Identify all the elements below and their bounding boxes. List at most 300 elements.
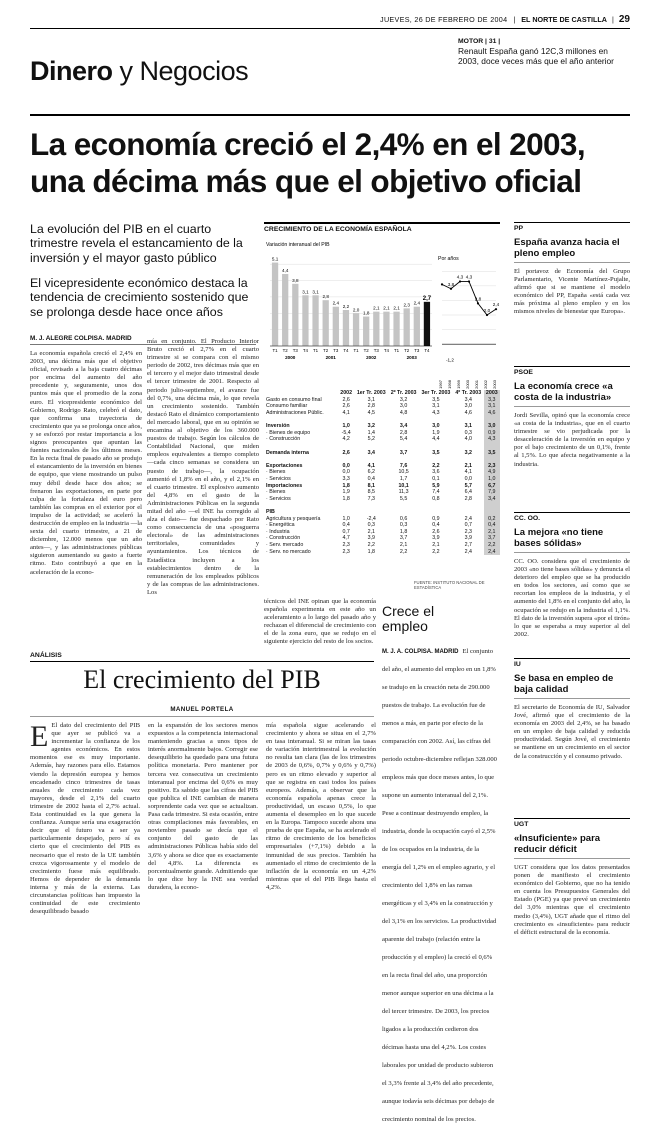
table-cell: 1,0	[484, 476, 500, 483]
chart-left-tick-label: T4	[302, 348, 308, 353]
table-cell	[354, 509, 388, 516]
chart-right-point	[486, 314, 488, 316]
table-cell: 4,6	[464, 410, 472, 417]
table-row-label: · Serv. mercado	[266, 541, 304, 548]
chart-right-point	[450, 288, 452, 290]
table-row-label: Exportaciones	[266, 462, 303, 469]
table-cell: 7,9	[484, 489, 500, 496]
table-cell	[419, 443, 453, 450]
table-cell: 5,2	[367, 436, 375, 443]
table-cell: 2,6	[432, 528, 440, 535]
sidebar-item-text: El secretario de Economía de IU, Salvador Jové, afirmó que el crecimiento de la economía en 2003 del 2,4%, se ha basado en un empleo de baja calidad y reducida productividad. Según Jové, el crecimiento se mantiene en un crecimiento en el sector de la construcción y el consumo privado.	[514, 704, 630, 760]
table-row	[264, 456, 500, 463]
table-cell: 0,4	[432, 522, 440, 529]
table-cell: 2,6	[342, 396, 350, 403]
table-cell: 3,4	[484, 496, 500, 503]
table-cell: 2,3	[484, 463, 500, 470]
sidebar-item-label: PP	[514, 225, 524, 232]
table-cell: 3,7	[484, 535, 500, 542]
headline	[30, 126, 630, 200]
chart-right-point-label: 4,3	[465, 274, 473, 280]
table-cell: 1,9	[432, 429, 440, 436]
chart-left-bar-label: 2,4	[413, 300, 421, 306]
sidebar-item-heading: España avanza hacia el pleno empleo	[514, 237, 630, 263]
table-header-cell: 3er Tr. 2003	[421, 390, 451, 397]
table-cell: 0,2	[484, 515, 500, 522]
analysis-column-1-text: El dato del crecimiento del PIB que ayer se publicó va a incrementar la confianza de los agentes económicos. En estos momentos ese es muy importante. Además, hay razones para ello. Estamos viendo la depresión europea y hemos encadenado cinco trimestres de tasas anuales de crecimiento cada vez mayores, desde el 2,1% del cuarto trimestre de 2002 hasta el 2,7% actual. Esta continuidad es la que genera la confianza. Aunque sería una exageración decir que el futuro va a ser ya particularmente despejado, pero sí es cierto que el crecimiento del PIB es necesario que el resto de la UE también crezca vigorosamente y el modelo de crecimiento fuese más equilibrado. Hemos de depender de la demanda interna y más de la externa. Las circunstancias políticas han impuesto la continuidad de este crecimiento desequilibrado basado	[30, 722, 140, 916]
analysis-column-1	[30, 722, 140, 962]
table-cell: 7,6	[399, 462, 408, 469]
table-row	[264, 489, 500, 496]
table-cell	[453, 443, 484, 450]
table-cell: 10,1	[398, 482, 409, 489]
chart-left-tick-label: T4	[383, 348, 389, 353]
table-header-cell: 1er Tr. 2003	[356, 390, 386, 397]
table-row-label: · Bienes de equipo	[266, 429, 311, 436]
chart-right-point	[468, 280, 470, 282]
table-cell: 2,3	[464, 528, 472, 535]
motor-teaser	[458, 38, 630, 66]
sidebar-item-text: Jordi Sevilla, opinó que la economía crece «a costa de la industria», que en el cuarto trimestre se vio perjudicada por la desaceleración de la inversión en equipo y por el bajo crecimiento de un 0,1%, frente al 1,5%. Lo que afecta negativamente a la industria.	[514, 412, 630, 468]
table-cell: 4,5	[367, 410, 375, 417]
chart-left-tick-label: T3	[414, 348, 420, 353]
table-row	[264, 502, 500, 509]
chart-left-bar-label: 5,1	[271, 256, 279, 262]
table-cell: 2,4	[464, 548, 472, 555]
table-cell: 2,8	[367, 403, 375, 410]
table-cell: 7,3	[367, 495, 375, 502]
table-cell: 3,0	[432, 423, 440, 430]
table-source: FUENTE: INSTITUTO NACIONAL DE ESTADÍSTICA	[414, 580, 485, 590]
chart-left-year-label: 2000	[285, 355, 296, 360]
section-title-bold: Dinero	[30, 56, 113, 86]
chart-left-tick-label: T1	[272, 348, 278, 353]
chart-box	[264, 222, 500, 588]
table-cell: 6,4	[464, 489, 472, 496]
chart-left-bar	[353, 313, 359, 346]
table-row	[264, 528, 500, 535]
table-cell: 1,0	[342, 423, 350, 430]
chart-left-bar	[312, 295, 318, 346]
chart-left-tick-label: T2	[323, 348, 329, 353]
table-cell	[388, 509, 419, 516]
table-row	[264, 436, 500, 443]
table-row	[264, 522, 500, 529]
table-cell	[354, 456, 388, 463]
table-row-label: · Construcción	[266, 436, 301, 443]
table-cell: 7,4	[432, 489, 440, 496]
table-row	[264, 548, 500, 555]
table-cell: 2,4	[464, 515, 472, 522]
table-cell: 11,3	[398, 489, 409, 496]
table-row	[264, 423, 500, 430]
table-cell: 0,4	[484, 522, 500, 529]
sidebar-item-label: PSOE	[514, 369, 533, 376]
table-cell: 3,7	[399, 535, 408, 542]
table-cell: 4,6	[484, 410, 500, 417]
table-row-label: Inversión	[266, 423, 290, 430]
table-cell: 2,2	[432, 548, 440, 555]
stats-table-wrap	[264, 390, 500, 555]
table-row-label	[264, 443, 338, 450]
deck-primary: La evolución del PIB en el cuarto trimestre revela el estancamiento de la inversión y el mayor gasto público	[30, 222, 243, 265]
table-row-label: Administraciones Públic.	[266, 410, 324, 417]
page-header: JUEVES, 26 DE FEBRERO DE 2004 | EL NORTE DE CASTILLA | 29	[380, 14, 630, 25]
table-cell: -5,4	[341, 429, 351, 436]
chart-left-bar-label: 2,1	[373, 305, 380, 311]
sidebar-item-text: El portavoz de Economía del Grupo Parlamentario, Vicente Martínez-Pujalte, afirmó que si se mantiene el modelo económico del PP, España «está cada vez más próxima al pleno empleo y en los mismos niveles de bienestar que Europa».	[514, 268, 630, 316]
table-cell	[388, 443, 419, 450]
table-cell: 4,3	[432, 410, 440, 417]
table-header-cell: 4º Tr. 2003	[455, 390, 482, 397]
sidebar-item	[514, 366, 630, 507]
chart-svg	[264, 238, 500, 388]
table-cell: 5,7	[464, 482, 472, 489]
empleo-body: El conjunto del año, el aumento del empleo en un 1,8% se tradujo en la creación neta de 290.000 puestos de trabajo. La evolución fue de menos a más, en parte por efecto de la comparación con 2002. Así, las cifras del periodo octubre-diciembre reflejan 328.000 empleos más que doce meses antes, lo que supone un aumento interanual del 2,1%. Pese a continuar destruyendo empleo, la industria, donde la ocupación cayó el 2,5% de los ocupados en la industria, de la energía del 1,2% en el empleo agrario, y el crecimiento del 1,8% en las ramas energéticas y el 3,4% en la construcción y del 3,1% en los servicios. La productividad aparente del trabajo (relación entre la producción y el empleo) la creció el 0,6% en la recta final del año, una proporción menor aunque superior en una décima a la del tercer trimestre. De 2003, los precios ligados a la producción cedieron dos décimas hasta una del 4,2%. Los costes laborales por unidad de producto subieron el 3,3% frente al 3,4% del año precedente, aunque todavía seis décimas por debajo de crecimiento nominal de los precios.	[382, 648, 497, 1123]
header-paper: EL NORTE DE CASTILLA	[521, 15, 607, 24]
table-row	[264, 515, 500, 522]
table-row-label	[264, 456, 338, 463]
chart-left-bar-label: 2,3	[403, 302, 410, 308]
table-row-label: Demanda interna	[266, 449, 309, 456]
chart-right-point	[459, 280, 461, 282]
table-cell: 1,4	[367, 429, 375, 436]
chart-left-bar	[302, 295, 308, 346]
chart-right-point-label: 4,3	[456, 274, 464, 280]
table-cell: 4,0	[464, 436, 472, 443]
chart-left-tick-label: T1	[313, 348, 319, 353]
chart-right-tick-label: 1997	[438, 380, 443, 389]
analysis-dropcap: E	[30, 720, 49, 753]
table-row	[264, 482, 500, 489]
chart-left-bar	[343, 310, 349, 346]
sidebar-item-text: UGT considera que los datos presentados ponen de manifiesto el crecimiento económico del Gobierno, que no ha tenido en cuenta los Presupuestos Generales del Estado (PGE) ya que prevé un crecimiento del 3,0% mientras que el crecimiento medio (3,4%), UGT añade que el ritmo del crecimiento es «insuficiente» para reducir el déficit estructural de la economía.	[514, 864, 630, 936]
table-cell: 8,5	[367, 489, 375, 496]
chart-title: CRECIMIENTO DE LA ECONOMÍA ESPAÑOLA	[264, 226, 412, 233]
table-cell: 2,8	[399, 429, 408, 436]
empleo-byline: M. J. A. COLPISA. MADRID	[382, 649, 459, 655]
table-cell: 10,5	[398, 469, 409, 476]
chart-left-bar-label: 3,1	[312, 289, 319, 295]
table-row	[264, 476, 500, 483]
table-cell	[453, 502, 484, 509]
section-rule	[30, 114, 630, 116]
chart-left-tick-label: T4	[343, 348, 349, 353]
table-cell: 4,1	[367, 462, 375, 469]
table-cell: 3,5	[432, 396, 440, 403]
analysis-column-2: en la expansión de los sectores menos expuestos a la competencia internacional manteniendo gracias a unos tipos de interés anormalmente bajos. Corregir ese desequilibrio ha quedado para una futura política monetaria. Pero mantener por tercera vez consecutiva un crecimiento interanual por encima del 0,6% es muy positivo. Es sabido que las cifras del PIB que publica el INE cambian de manera sorprendente cada vez que se actualizan. Pasa cada trimestre. Si esta ocasión, entre otras compilaciones más favorables, en noviembre pasado se decía que el conjunto del gasto de las administraciones Públicas había sido del 3,6% y ahora se dice que es exactamente del 4,8%. La diferencia es porcentualmente grande. Admitiendo que lo que dice hoy la INE sea verdad duradera, la econo-	[148, 722, 258, 891]
table-cell	[453, 456, 484, 463]
table-cell: 1,8	[342, 495, 350, 502]
table-cell	[453, 509, 484, 516]
table-cell: 4,4	[432, 436, 440, 443]
table-row	[264, 430, 500, 437]
table-row-label	[264, 416, 338, 423]
table-cell: 3,7	[399, 449, 408, 456]
table-row	[264, 463, 500, 470]
table-row-label: · Servicios	[266, 495, 291, 502]
table-cell: 3,3	[342, 476, 350, 483]
table-row-label: · Bienes	[266, 489, 286, 496]
table-cell: 1,9	[342, 489, 350, 496]
chart-right-tick-label: 2003	[492, 380, 497, 389]
table-cell: 2,2	[432, 462, 440, 469]
header-page-number: 29	[618, 14, 630, 25]
chart-left-bar-label: 2,1	[383, 305, 390, 311]
table-cell	[338, 502, 354, 509]
chart-right-lower-label: -1,2	[446, 357, 454, 363]
chart-left-bar-label: 1,8	[362, 310, 370, 316]
table-cell	[338, 416, 354, 423]
table-cell: 3,2	[464, 449, 472, 456]
table-header-cell: 2002	[340, 390, 353, 397]
table-cell	[484, 443, 500, 450]
table-cell: 1,8	[399, 528, 408, 535]
table-cell	[388, 416, 419, 423]
chart-left-bar	[383, 312, 389, 346]
chart-left-subtitle: Variación interanual del PIB	[266, 242, 330, 248]
table-cell: 4,3	[484, 436, 500, 443]
table-cell: 1,0	[342, 515, 350, 522]
sidebar-item-label: CC. OO.	[514, 515, 541, 522]
chart-right-point	[477, 302, 479, 304]
table-cell: 2,3	[342, 541, 350, 548]
table-cell: 2,6	[342, 403, 350, 410]
sidebar-item-label: IU	[514, 661, 521, 668]
table-cell: 4,1	[342, 410, 350, 417]
chart-left-bar	[323, 300, 329, 346]
table-cell: 6,2	[367, 469, 375, 476]
deck-secondary: El vicepresidente económico destaca la tendencia de crecimiento sostenido que se prolonga desde hace once años	[30, 276, 249, 319]
table-cell	[338, 509, 354, 516]
table-cell: 4,2	[342, 436, 350, 443]
sidebar-item-heading: Se basa en empleo de baja calidad	[514, 673, 630, 699]
table-cell: 1,8	[342, 482, 350, 489]
table-cell: 5,4	[399, 436, 408, 443]
chart-right-point-label: 3,8	[447, 281, 455, 287]
table-row	[264, 535, 500, 542]
table-cell: 2,1	[432, 541, 440, 548]
table-cell: 0,7	[464, 522, 472, 529]
table-cell: 3,9	[464, 535, 472, 542]
chart-right-tick-label: 2000	[465, 380, 470, 389]
chart-right-subtitle: Por años	[438, 256, 459, 262]
table-cell: 0,7	[342, 528, 350, 535]
analysis-label: ANÁLISIS	[30, 652, 62, 659]
table-cell: 3,0	[464, 403, 472, 410]
sidebar-item-heading: La economía crece «a costa de la industria»	[514, 381, 630, 407]
chart-left-bar	[424, 302, 430, 346]
empleo-text	[382, 640, 498, 1123]
table-cell: 8,1	[367, 482, 375, 489]
table-cell: 0,3	[464, 429, 472, 436]
table-cell: 0,9	[484, 430, 500, 437]
table-cell: 0,3	[367, 522, 375, 529]
chart-right-point-label: 2,4	[492, 302, 500, 308]
table-row	[264, 509, 500, 516]
table-cell	[354, 416, 388, 423]
table-row	[264, 496, 500, 503]
table-row	[264, 542, 500, 549]
table-row	[264, 403, 500, 410]
table-cell	[354, 502, 388, 509]
chart-right-tick-label: 1999	[456, 380, 461, 389]
sidebar-item-text: CC. OO. considera que el crecimiento de 2003 «no tiene bases sólidas» y denuncia el deterioro del empleo que se ha producido en todos los sectores, así como que se recortan los empleos de la industria, y el aumento del 1,8% en el conjunto del año, la ocupación se redujo en la industria el 1,1%. El dato de la inversión supera «por el tirón» lo que se esperaba a muy superior al del 2002.	[514, 558, 630, 638]
motor-text: Renault España ganó 12C,3 millones en 2003, doce veces más que el año anterior	[458, 46, 614, 66]
table-row	[264, 443, 500, 450]
table-cell: 3,9	[432, 535, 440, 542]
table-header-cell: 2º Tr. 2003	[390, 390, 417, 397]
chart-left-bar-label: 2,1	[393, 305, 400, 311]
table-cell: 2,6	[342, 449, 350, 456]
chart-left-bar-label: 3,1	[302, 289, 309, 295]
table-cell: 2,2	[367, 541, 375, 548]
chart-left-bar	[414, 307, 420, 346]
table-cell: 3,9	[367, 535, 375, 542]
chart-left-bar	[404, 308, 410, 346]
chart-left-bar	[292, 284, 298, 346]
table-cell: 2,1	[367, 528, 375, 535]
sidebar-item	[514, 222, 630, 359]
table-row-label: Importaciones	[266, 482, 303, 489]
body-column-2: mía en conjunto. El Producto Interior Bruto creció el 2,7% en el cuarto trimestre si se compara con el mismo periodo de 2002, tres décimas más que en el tercero y el mejor dato trimestral desde el tercer trimestre de 2001. Respecto al periodo julio-septiembre, el avance fue del 0,7%, una décima más, lo que revela un crecimiento sostenido. También destacó Rato el dinámico comportamiento del mercado laboral, que en su opinión se encamina al objetivo de los 360.000 puestos de trabajo. Según los cálculos de Contabilidad Nacional, que miden empleos equivalentes a tiempo completo —cada cinco semanas se considera un puesto de trabajo—, la ocupación aumentó el 1,8% en el año, y el 2,1% en el cuarto trimestre. El explosivo aumento del 4,8% en el gasto de la Administraciones Públicas en la segunda mitad del año —el INE ha corregido al alza el dato— fue despachado por Rato como consecuencia de una «posguerra electoral» de las administraciones territoriales, comunidades y ayuntamientos. Los técnicos de Estadística incluyen a los establecimientos dentro de la remuneración de los empleados públicos y de las compras de las administraciones. Los	[147, 338, 259, 596]
byline: M. J. ALEGRE COLPISA. MADRID	[30, 335, 132, 342]
table-row-label: Consumo familiar	[266, 403, 308, 410]
chart-left-year-label: 2001	[325, 355, 336, 360]
chart-right-tick-label: 1998	[447, 380, 452, 389]
table-row-label: PIB	[266, 508, 275, 515]
table-cell	[388, 502, 419, 509]
empleo-title: Crece el empleo	[382, 603, 435, 634]
table-cell: 3,2	[399, 396, 408, 403]
table-cell: 3,1	[432, 403, 440, 410]
chart-right-point-label: 2,0	[483, 308, 491, 313]
table-cell: 1,7	[399, 476, 408, 483]
table-cell: 3,1	[484, 403, 500, 410]
table-cell	[354, 443, 388, 450]
headline-line-1: La economía creció el 2,4% en el 2003,	[30, 126, 585, 162]
stats-table	[264, 390, 500, 555]
chart-left-bar	[333, 307, 339, 346]
analysis-column-3: mía española sigue acelerando el crecimiento y ahora se situa en el 2,7% en tasa interanual. Si se miran las tasas de variación intertrimestral la evolución no resulta tan clara (las de los trimestres de 2003 de 0,6%, 0,7% y 0,6% y 0,7%) pero es un ritmo elevado y superior al que se registra en casi todos los países europeos. Además, a observar que la economía española apenas crece la productividad, un escaso 0,5%, lo que aumenta el desempleo en lo que sucede en la Europa. Tampoco sucede ahora una prueba de que España, se ha acelerado el ritmo de crecimiento de los beneficios empresariales (+7,1%) debido a la inmunidad de sus precios. También ha aumentado el ritmo de crecimiento de la inflación de la economía en un 4,2% mientras que el del PIB llega hasta el 4,2%.	[266, 722, 376, 891]
table-row-label	[264, 502, 338, 509]
chart-left-bar-label: 2,8	[322, 294, 329, 300]
table-cell: 0,0	[342, 469, 350, 476]
table-cell: 0,8	[432, 495, 440, 502]
table-row	[264, 410, 500, 417]
table-cell: 2,1	[399, 541, 408, 548]
chart-left-tick-label: T3	[333, 348, 339, 353]
chart-left-bar-label: 2,0	[352, 307, 360, 313]
table-row-label: Agricultura y pesquería	[266, 515, 321, 522]
headline-line-2: una décima más que el objetivo oficial	[30, 163, 582, 199]
chart-left-tick-label: T2	[282, 348, 288, 353]
chart-left-tick-label: T4	[424, 348, 430, 353]
analysis-title: El crecimiento del PIB	[83, 665, 321, 694]
table-cell: 3,1	[367, 396, 375, 403]
table-cell: 2,1	[464, 462, 472, 469]
chart-right-tick-label: 2002	[483, 380, 488, 389]
table-row-label: · Construcción	[266, 535, 301, 542]
chart-left-bar	[282, 274, 288, 346]
sidebar-item	[514, 818, 630, 999]
table-cell: 3,2	[367, 423, 375, 430]
table-cell: 0,4	[367, 476, 375, 483]
table-cell	[484, 502, 500, 509]
chart-left-bar-label: 2,4	[332, 300, 340, 306]
table-row	[264, 416, 500, 423]
table-cell: 3,4	[464, 396, 472, 403]
sidebar-item	[514, 512, 630, 653]
chart-left-bar-label: 4,4	[281, 268, 289, 273]
table-cell: 3,5	[432, 449, 440, 456]
table-cell: 5,9	[432, 482, 440, 489]
table-row	[264, 469, 500, 476]
table-cell	[453, 416, 484, 423]
table-cell	[484, 456, 500, 463]
table-cell: 1,8	[367, 548, 375, 555]
table-cell: 2,2	[399, 548, 408, 555]
chart-right-point-label: 2,8	[474, 296, 482, 302]
table-cell: 6,7	[484, 482, 500, 489]
table-cell	[338, 443, 354, 450]
chart-left-bar	[393, 312, 399, 346]
table-cell: 2,4	[484, 548, 500, 555]
chart-left-bar	[272, 263, 278, 346]
sidebar-item-label: UGT	[514, 821, 529, 828]
table-cell: 2,3	[342, 548, 350, 555]
table-cell: 2,1	[484, 528, 500, 535]
chart-left-bar-label: 3,8	[292, 277, 299, 283]
motor-label: MOTOR | 31 |	[458, 38, 501, 45]
chart-left-tick-label: T3	[292, 348, 298, 353]
analysis-rule	[30, 661, 374, 662]
chart-left-tick-label: T1	[353, 348, 359, 353]
analysis-author-rule	[30, 716, 374, 717]
table-cell: 0,4	[342, 522, 350, 529]
table-row-label: · Bienes	[266, 469, 286, 476]
table-cell: 3,1	[464, 423, 472, 430]
table-cell: -2,4	[366, 515, 376, 522]
table-row-label: Gasto en consumo final	[266, 396, 322, 403]
table-cell: 3,4	[399, 423, 408, 430]
table-cell	[388, 456, 419, 463]
chart-left-tick-label: T3	[373, 348, 379, 353]
table-cell	[484, 509, 500, 516]
table-cell	[419, 456, 453, 463]
table-cell: 3,0	[484, 423, 500, 430]
chart-left-tick-label: T2	[363, 348, 369, 353]
header-rule	[30, 28, 630, 29]
table-cell: 4,7	[342, 535, 350, 542]
table-cell: 2,8	[464, 495, 472, 502]
chart-right-point	[495, 308, 497, 310]
body-column-3: técnicos del INE opinan que la economía española experimenta en este año un aceleramiento a lo largo del pasado año y rechazan el diferencial de crecimiento con el de la zona euro, que se redujo en el siguiente ejercicio del resto de los socios.	[264, 598, 376, 646]
table-cell: 0,3	[399, 522, 408, 529]
table-cell: 4,9	[484, 469, 500, 476]
section-title	[30, 56, 248, 86]
sidebar-item	[514, 658, 630, 809]
table-row-label: · Energética	[266, 522, 295, 529]
table-cell: 0,9	[432, 515, 440, 522]
table-cell	[484, 416, 500, 423]
chart-left-bar	[363, 317, 369, 346]
table-cell: 3,6	[432, 469, 440, 476]
header-date: JUEVES, 26 DE FEBRERO DE 2004	[380, 15, 508, 24]
table-cell	[338, 456, 354, 463]
table-cell: 0,0	[342, 462, 350, 469]
chart-left-year-label: 2002	[366, 355, 377, 360]
